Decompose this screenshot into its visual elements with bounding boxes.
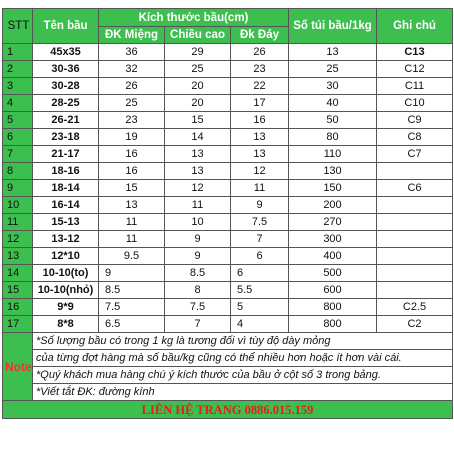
- row-note: C8: [377, 129, 453, 146]
- table-row: [3, 282, 453, 299]
- row-name: 28-25: [33, 95, 99, 112]
- row-bags: 150: [289, 180, 377, 197]
- row-note: C6: [377, 180, 453, 197]
- header-note: Ghi chú: [377, 9, 453, 44]
- note-line-3: *Quý khách mua hàng chú ý kích thước của bầu ở cột số 3 trong bảng.: [33, 367, 453, 384]
- row-mouth: 36: [99, 44, 165, 61]
- row-height: 8: [165, 282, 231, 299]
- row-mouth: 23: [99, 112, 165, 129]
- row-stt: 2: [3, 61, 33, 78]
- row-bags: 200: [289, 197, 377, 214]
- table-row: [3, 197, 453, 214]
- row-height: 14: [165, 129, 231, 146]
- header-bags-per-kg: Số túi bầu/1kg: [289, 9, 377, 44]
- row-bags: 80: [289, 129, 377, 146]
- row-name: 26-21: [33, 112, 99, 129]
- row-bags: 270: [289, 214, 377, 231]
- row-note: C13: [377, 44, 453, 61]
- contact-line: LIÊN HỆ TRANG 0886.015.159: [3, 401, 453, 419]
- note-line-2: của từng đợt hàng mà số bầu/kg cũng có thể nhiều hơn hoặc ít hơn vài cái.: [33, 350, 453, 367]
- row-bottom: 23: [231, 61, 289, 78]
- row-bags: 800: [289, 299, 377, 316]
- row-mouth: 15: [99, 180, 165, 197]
- row-bottom: 13: [231, 129, 289, 146]
- row-stt: 15: [3, 282, 33, 299]
- row-bottom: 13: [231, 146, 289, 163]
- row-bottom: 12: [231, 163, 289, 180]
- row-mouth: 8.5: [99, 282, 165, 299]
- table-row: [3, 146, 453, 163]
- table-row: [3, 214, 453, 231]
- table-row: [3, 248, 453, 265]
- row-name: 10-10(nhỏ): [33, 282, 99, 299]
- table-row: [3, 299, 453, 316]
- row-stt: 10: [3, 197, 33, 214]
- row-height: 13: [165, 163, 231, 180]
- price-table: [2, 8, 453, 419]
- row-name: 45x35: [33, 44, 99, 61]
- table-row: [3, 163, 453, 180]
- row-name: 30-36: [33, 61, 99, 78]
- table-row: [3, 265, 453, 282]
- row-name: 18-16: [33, 163, 99, 180]
- row-stt: 14: [3, 265, 33, 282]
- row-stt: 9: [3, 180, 33, 197]
- row-height: 12: [165, 180, 231, 197]
- table-row: [3, 316, 453, 333]
- row-stt: 16: [3, 299, 33, 316]
- row-bags: 30: [289, 78, 377, 95]
- row-bottom: 6: [231, 248, 289, 265]
- row-stt: 1: [3, 44, 33, 61]
- row-bottom: 6: [231, 265, 289, 282]
- row-stt: 4: [3, 95, 33, 112]
- row-height: 25: [165, 61, 231, 78]
- row-bags: 25: [289, 61, 377, 78]
- table-row: [3, 61, 453, 78]
- row-mouth: 16: [99, 146, 165, 163]
- row-stt: 8: [3, 163, 33, 180]
- row-mouth: 9: [99, 265, 165, 282]
- row-height: 13: [165, 146, 231, 163]
- row-mouth: 16: [99, 163, 165, 180]
- row-bags: 400: [289, 248, 377, 265]
- row-mouth: 6.5: [99, 316, 165, 333]
- note-line-1: *Số lượng bầu có trong 1 kg là tương đối vì tùy độ dày mỏng: [33, 333, 453, 350]
- row-stt: 11: [3, 214, 33, 231]
- row-bottom: 4: [231, 316, 289, 333]
- table-row: [3, 129, 453, 146]
- row-bags: 600: [289, 282, 377, 299]
- row-bottom: 5.5: [231, 282, 289, 299]
- row-bottom: 11: [231, 180, 289, 197]
- row-stt: 7: [3, 146, 33, 163]
- row-note: C9: [377, 112, 453, 129]
- row-mouth: 25: [99, 95, 165, 112]
- row-height: 9: [165, 248, 231, 265]
- row-name: 16-14: [33, 197, 99, 214]
- row-note: C7: [377, 146, 453, 163]
- row-note: C2: [377, 316, 453, 333]
- row-bottom: 7: [231, 231, 289, 248]
- table-row: [3, 231, 453, 248]
- table-row: [3, 78, 453, 95]
- row-note: C2.5: [377, 299, 453, 316]
- row-stt: 6: [3, 129, 33, 146]
- row-bags: 300: [289, 231, 377, 248]
- note-label: Note: [3, 333, 33, 401]
- row-note: C11: [377, 78, 453, 95]
- row-name: 9*9: [33, 299, 99, 316]
- header-mouth: ĐK Miệng: [99, 27, 165, 44]
- row-name: 21-17: [33, 146, 99, 163]
- row-note: [377, 163, 453, 180]
- row-note: [377, 214, 453, 231]
- header-height: Chiều cao: [165, 27, 231, 44]
- row-note: C12: [377, 61, 453, 78]
- row-height: 9: [165, 231, 231, 248]
- row-height: 11: [165, 197, 231, 214]
- row-name: 23-18: [33, 129, 99, 146]
- row-stt: 17: [3, 316, 33, 333]
- note-line-4: *Viết tắt ĐK: đường kính: [33, 384, 453, 401]
- row-mouth: 19: [99, 129, 165, 146]
- row-mouth: 11: [99, 231, 165, 248]
- row-mouth: 7.5: [99, 299, 165, 316]
- row-bags: 50: [289, 112, 377, 129]
- row-bags: 40: [289, 95, 377, 112]
- row-note: [377, 248, 453, 265]
- header-name: Tên bầu: [33, 9, 99, 44]
- row-mouth: 13: [99, 197, 165, 214]
- row-note: [377, 282, 453, 299]
- row-mouth: 26: [99, 78, 165, 95]
- table-row: [3, 180, 453, 197]
- row-mouth: 32: [99, 61, 165, 78]
- row-bags: 500: [289, 265, 377, 282]
- row-stt: 5: [3, 112, 33, 129]
- row-bottom: 16: [231, 112, 289, 129]
- table-row: [3, 95, 453, 112]
- row-note: [377, 265, 453, 282]
- row-note: [377, 197, 453, 214]
- row-name: 15-13: [33, 214, 99, 231]
- row-name: 10-10(to): [33, 265, 99, 282]
- row-height: 8.5: [165, 265, 231, 282]
- table-row: [3, 44, 453, 61]
- table-body: [3, 44, 453, 333]
- row-bags: 13: [289, 44, 377, 61]
- row-bags: 130: [289, 163, 377, 180]
- row-bottom: 7.5: [231, 214, 289, 231]
- row-name: 18-14: [33, 180, 99, 197]
- table-row: [3, 112, 453, 129]
- row-height: 20: [165, 78, 231, 95]
- row-name: 12*10: [33, 248, 99, 265]
- row-bottom: 26: [231, 44, 289, 61]
- row-height: 29: [165, 44, 231, 61]
- row-stt: 12: [3, 231, 33, 248]
- row-bottom: 9: [231, 197, 289, 214]
- row-note: [377, 231, 453, 248]
- row-height: 7.5: [165, 299, 231, 316]
- header-bottom: Đk Đáy: [231, 27, 289, 44]
- row-name: 13-12: [33, 231, 99, 248]
- header-size-group: Kích thước bầu(cm): [99, 9, 289, 27]
- row-height: 7: [165, 316, 231, 333]
- row-mouth: 11: [99, 214, 165, 231]
- row-bottom: 22: [231, 78, 289, 95]
- row-name: 30-28: [33, 78, 99, 95]
- row-name: 8*8: [33, 316, 99, 333]
- row-stt: 3: [3, 78, 33, 95]
- row-height: 10: [165, 214, 231, 231]
- row-bottom: 17: [231, 95, 289, 112]
- row-bags: 800: [289, 316, 377, 333]
- row-stt: 13: [3, 248, 33, 265]
- row-note: C10: [377, 95, 453, 112]
- row-bottom: 5: [231, 299, 289, 316]
- row-bags: 110: [289, 146, 377, 163]
- row-mouth: 9.5: [99, 248, 165, 265]
- row-height: 15: [165, 112, 231, 129]
- header-stt: STT: [3, 9, 33, 44]
- row-height: 20: [165, 95, 231, 112]
